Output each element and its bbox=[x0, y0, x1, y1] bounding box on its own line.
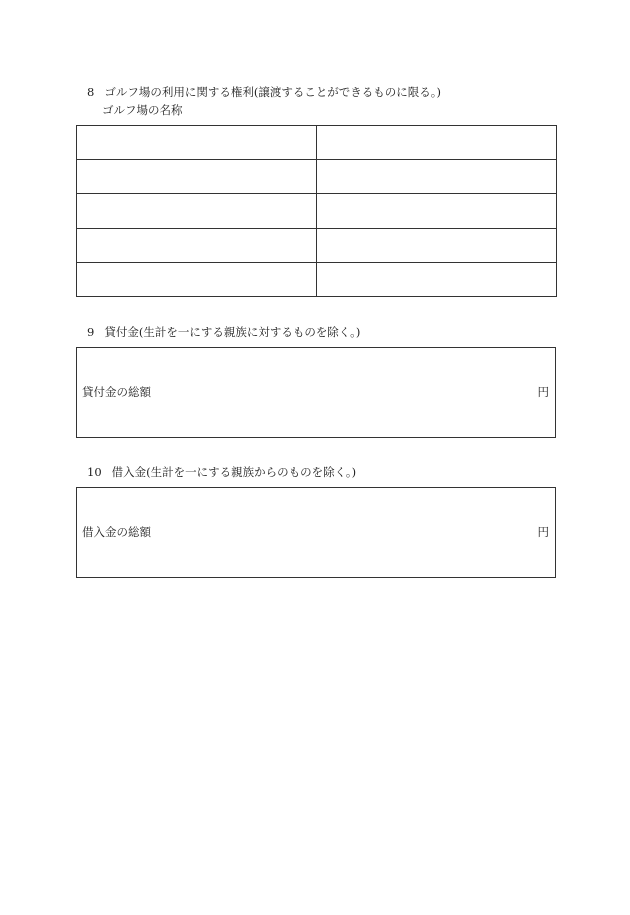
table-row bbox=[77, 160, 557, 194]
golf-course-detail-cell[interactable] bbox=[317, 126, 557, 160]
golf-course-name-cell[interactable] bbox=[77, 228, 317, 262]
section-8-number: 8 bbox=[87, 85, 95, 99]
section-9-title: 貸付金(生計を一にする親族に対するものを除く。) bbox=[104, 325, 361, 339]
section-10-number: 10 bbox=[87, 465, 102, 479]
loans-receivable-box[interactable] bbox=[76, 347, 556, 438]
section-9-heading bbox=[87, 325, 360, 339]
yen-unit bbox=[538, 525, 550, 539]
table-row bbox=[77, 262, 557, 296]
golf-course-name-cell[interactable] bbox=[77, 194, 317, 228]
section-9-number: 9 bbox=[87, 325, 95, 339]
table-row bbox=[77, 126, 557, 160]
golf-course-name-cell[interactable] bbox=[77, 160, 317, 194]
section-10-title: 借入金(生計を一にする親族からのものを除く。) bbox=[111, 465, 357, 479]
borrowings-total-label: 借入金の総額 bbox=[82, 525, 151, 539]
yen-unit-label: 円 bbox=[537, 385, 549, 399]
golf-course-table bbox=[76, 125, 557, 297]
yen-unit-label: 円 bbox=[537, 525, 549, 539]
golf-course-name-cell[interactable] bbox=[77, 262, 317, 296]
table-row bbox=[77, 194, 557, 228]
golf-course-name-cell[interactable] bbox=[77, 126, 317, 160]
golf-course-detail-cell[interactable] bbox=[317, 228, 557, 262]
golf-course-detail-cell[interactable] bbox=[317, 262, 557, 296]
table-row bbox=[77, 228, 557, 262]
golf-course-name-label: ゴルフ場の名称 bbox=[102, 103, 183, 117]
borrowings-box[interactable] bbox=[76, 487, 556, 578]
section-8-title: ゴルフ場の利用に関する権利(譲渡することができるものに限る。) bbox=[104, 85, 442, 99]
section-10-heading bbox=[87, 465, 356, 479]
golf-course-detail-cell[interactable] bbox=[317, 160, 557, 194]
golf-course-detail-cell[interactable] bbox=[317, 194, 557, 228]
yen-unit bbox=[538, 385, 550, 399]
loans-receivable-total-label: 貸付金の総額 bbox=[82, 385, 151, 399]
section-8-heading bbox=[87, 85, 441, 99]
